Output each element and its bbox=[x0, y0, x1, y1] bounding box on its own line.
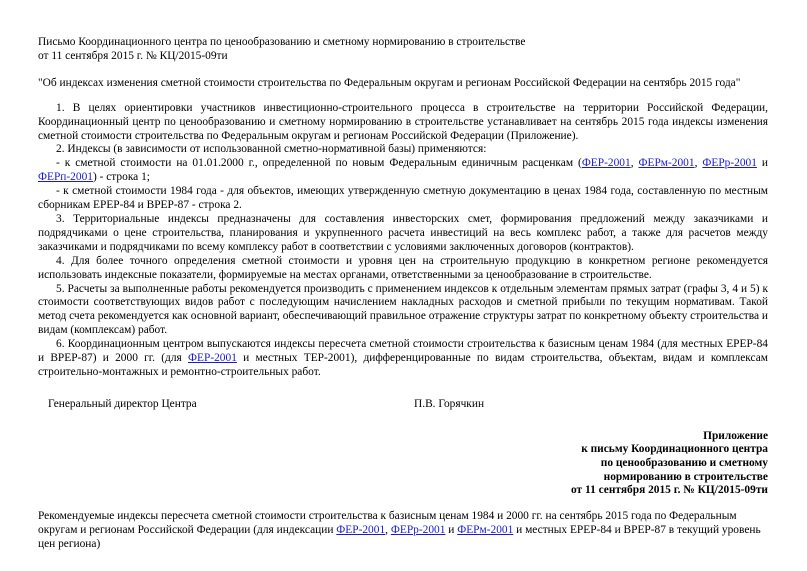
header-line-1: Письмо Координационного центра по ценообразованию и сметному нормированию в строительстве bbox=[38, 36, 526, 48]
link-ferm-2001[interactable]: ФЕРм-2001 bbox=[457, 523, 514, 536]
appendix-line-1: Приложение bbox=[703, 429, 768, 442]
header-line-2: от 11 сентября 2015 г. № КЦ/2015-09ти bbox=[38, 49, 228, 62]
letter-title: "Об индексах изменения сметной стоимости строительства по Федеральным округам и регионам Российской Федерации на сентябрь 2015 года" bbox=[38, 76, 741, 89]
link-ferp-2001[interactable]: ФЕРп-2001 bbox=[38, 171, 93, 184]
appendix-line-4: нормированию в строительстве bbox=[603, 470, 768, 483]
appendix-line-5: от 11 сентября 2015 г. № КЦ/2015-09ти bbox=[571, 484, 768, 497]
caption-end: и местных ЕРЕР-84 и ВРЕР-87 в текущий уровень цен региона) bbox=[38, 523, 761, 550]
link-ferm-2001[interactable]: ФЕРм-2001 bbox=[638, 157, 695, 170]
link-fer-2001[interactable]: ФЕР-2001 bbox=[581, 157, 631, 170]
appendix-line-2: к письму Координационного центра bbox=[581, 443, 768, 456]
paragraph-4: 4. Для более точного определения сметной стоимости и уровня цен на строительную продукцию в конкретном регионе рекомендуется использовать индексные показатели, формируемые на местах органами, ответственными за ценообразование в строительстве. bbox=[38, 254, 768, 281]
caption-sep: и bbox=[445, 523, 458, 536]
paragraph-2b: - к сметной стоимости 1984 года - для объектов, имеющих утвержденную сметную документацию в ценах 1984 года, составленную по местным сборникам ЕРЕР-84 и ВРЕР-87 - строка 2. bbox=[38, 185, 768, 212]
link-fer-2001[interactable]: ФЕР-2001 bbox=[188, 352, 237, 365]
document bbox=[38, 36, 768, 552]
paragraph-3: 3. Территориальные индексы предназначены для составления инвесторских смет, формирования предложений между заказчиками и подрядчиками о цене строительства, планирования и укрупненного расчета инвестиций на весь комплекс работ, а также для расчетов между заказчиками и подрядчиками по всему комплексу работ в соответствии с условиями заключенных договоров (контрактов). bbox=[38, 212, 768, 253]
paragraph-5: 5. Расчеты за выполненные работы рекомендуется производить с применением индексов к отдельным элементам прямых затрат (графы 3, 4 и 5) к стоимости соответствующих видов работ с последующим начислением накладных расходов и сметной прибыли по текущим нормативам. Такой метод счета рекомендуется как основной вариант, обеспечивающий правильное отражение структуры затрат по конкретному объекту строительства и видам (комплексам) работ. bbox=[38, 282, 768, 337]
link-fer-2001[interactable]: ФЕР-2001 bbox=[336, 523, 386, 536]
letter-header bbox=[38, 36, 768, 64]
caption-start: Рекомендуемые индексы пересчета сметной стоимости строительства к базисным ценам 1984 и 2000 гг. на сентябрь 2015 года по Федеральным округам и регионам Российской Федерации (для индексации bbox=[38, 509, 737, 536]
appendix-line-3: по ценообразованию и сметному bbox=[600, 457, 768, 470]
paragraph-6 bbox=[38, 338, 768, 380]
paragraph-2a bbox=[38, 157, 768, 185]
paragraph-2a-sep: , bbox=[694, 157, 703, 170]
appendix-block bbox=[38, 430, 768, 498]
letter-body bbox=[38, 102, 768, 380]
paragraph-1: 1. В целях ориентировки участников инвестиционно-строительного процесса в строительстве на территории Российской Федерации, Координационный центр по ценообразованию и сметному нормированию в строительстве устанавливает на сентябрь 2015 года индексы изменения сметной стоимости строительства по Федеральным округам и регионам Российской Федерации (Приложение). bbox=[38, 101, 768, 142]
paragraph-2a-sep: , bbox=[630, 157, 639, 170]
paragraph-6-end: и местных ТЕР-2001), дифференцированные по видам строительства, объектам, видам и комплексам строительно-монтажных и ремонтно-строительных работ. bbox=[38, 352, 768, 378]
paragraph-2a-sep: и bbox=[756, 157, 769, 170]
paragraph-2a-start: - к сметной стоимости на 01.01.2000 г., определенной по новым Федеральным единичным расценкам ( bbox=[56, 157, 582, 170]
signature-block bbox=[38, 398, 768, 412]
caption-sep: , bbox=[385, 523, 391, 536]
paragraph-2a-end: ) - строка 1; bbox=[92, 171, 150, 184]
link-ferr-2001[interactable]: ФЕРр-2001 bbox=[390, 523, 446, 536]
signature-position: Генеральный директор Центра bbox=[48, 397, 197, 410]
appendix-caption bbox=[38, 510, 768, 552]
link-ferr-2001[interactable]: ФЕРр-2001 bbox=[702, 157, 757, 170]
paragraph-2: 2. Индексы (в зависимости от использованной сметно-нормативной базы) применяются: bbox=[56, 143, 487, 156]
paragraph-6-start: 6. Координационным центром выпускаются индексы пересчета сметной стоимости строительства к базисным ценам 1984 (для местных ЕРЕР-84 и ВРЕР-87) и 2000 гг. (для bbox=[38, 338, 768, 365]
signature-name: П.В. Горячкин bbox=[414, 397, 485, 410]
